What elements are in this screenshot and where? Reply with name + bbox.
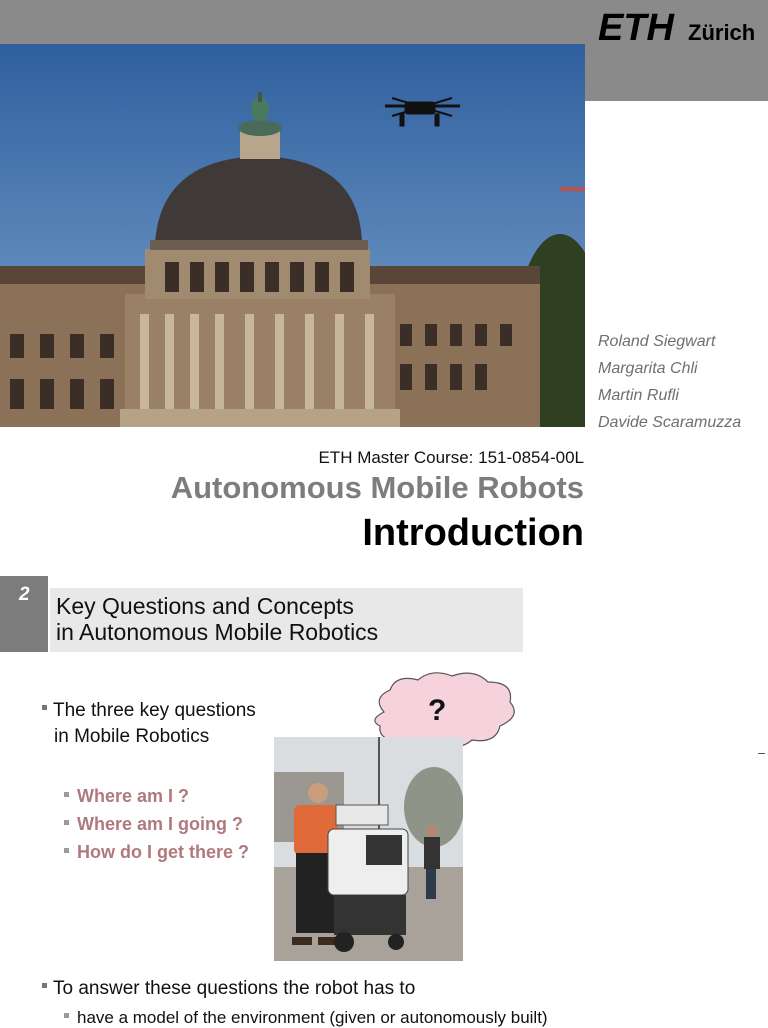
author-name: Margarita Chli <box>598 360 698 377</box>
slide-number: 2 <box>19 584 30 605</box>
page-title: Introduction <box>362 512 584 554</box>
bullet-square-icon <box>42 705 47 710</box>
course-subtitle: Autonomous Mobile Robots <box>170 470 584 505</box>
slide-heading-line1: Key Questions and Concepts <box>56 593 354 619</box>
question-text: Where am I going ? <box>77 814 244 834</box>
bullet-square-icon <box>42 983 47 988</box>
bullet-square-icon <box>64 1013 69 1018</box>
bullet-square-icon <box>64 848 69 853</box>
robot-photo <box>274 737 463 961</box>
slide-heading-box <box>50 588 523 652</box>
course-code: ETH Master Course: 151-0854-00L <box>318 448 584 467</box>
eth-zurich-logo <box>598 6 763 46</box>
author-name: Martin Rufli <box>598 387 679 404</box>
question-list <box>64 782 249 866</box>
bullet-key-questions <box>42 698 256 750</box>
slide-heading <box>56 593 378 645</box>
bullet-text: The three key questions <box>53 700 256 721</box>
slide-heading-line2: in Autonomous Mobile Robotics <box>56 619 379 645</box>
bullet-text: To answer these questions the robot has to <box>53 978 416 999</box>
eth-building-photo <box>0 44 585 427</box>
list-item <box>64 838 249 866</box>
bullet-answer <box>42 978 415 1000</box>
bullet-text-cont: in Mobile Robotics <box>54 726 210 747</box>
divider-mark <box>758 753 765 754</box>
logo-zurich-text: Zürich <box>688 20 756 45</box>
bullet-square-icon <box>64 792 69 797</box>
authors-list <box>598 328 741 436</box>
list-item <box>64 810 249 838</box>
slide-number-badge <box>0 576 48 652</box>
bullet-text: have a model of the environment (given or autonomously built) <box>77 1008 548 1027</box>
question-text: Where am I ? <box>77 786 190 806</box>
bullet-model <box>64 1008 548 1028</box>
author-name: Davide Scaramuzza <box>598 414 742 431</box>
logo-eth-text: ETH <box>598 7 674 46</box>
question-text: How do I get there ? <box>77 842 250 862</box>
list-item <box>64 782 249 810</box>
thought-symbol: ? <box>428 694 447 727</box>
author-name: Roland Siegwart <box>598 333 716 350</box>
bullet-square-icon <box>64 820 69 825</box>
